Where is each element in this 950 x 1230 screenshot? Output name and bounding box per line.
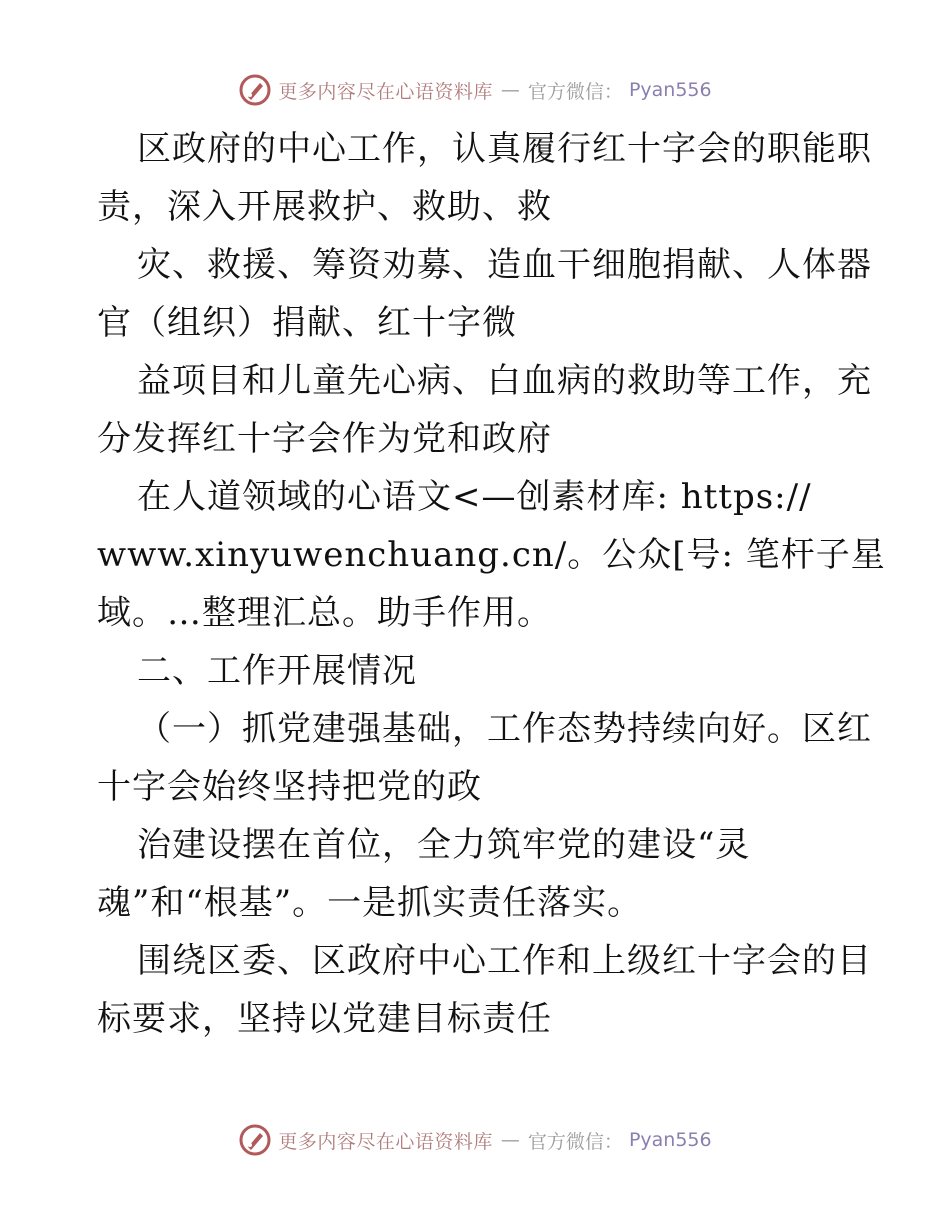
body-line: 官（组织）捐献、红十字微 [97, 303, 517, 343]
body-line: 在人道领域的心语文<—创素材库: https:// [137, 477, 812, 517]
footer-watermark [0, 1120, 950, 1160]
body-line: 灾、救援、筹资劝募、造血干细胞捐献、人体器 [137, 245, 872, 285]
header-watermark [0, 70, 950, 110]
pen-logo-icon [238, 73, 272, 107]
pen-logo-icon [238, 1123, 272, 1157]
watermark-brand-text: 更多内容尽在心语资料库 [278, 80, 493, 103]
section-heading: 二、工作开展情况 [137, 651, 417, 691]
body-line: 十字会始终坚持把党的政 [97, 767, 482, 807]
body-line: 魂”和“根基”。一是抓实责任落实。 [97, 883, 643, 923]
watermark-label: 官方微信： [527, 1130, 623, 1153]
body-line: 围绕区委、区政府中心工作和上级红十字会的目 [137, 941, 872, 981]
watermark-wechat-id: Pyan556 [628, 79, 712, 101]
watermark-brand-text: 更多内容尽在心语资料库 [278, 1130, 493, 1153]
watermark-label: 官方微信： [527, 80, 623, 103]
body-line: 分发挥红十字会作为党和政府 [97, 419, 552, 459]
body-line: 区政府的中心工作，认真履行红十字会的职能职 [137, 129, 872, 169]
body-line: www.xinyuwenchuang.cn/。公众[号: 笔杆子星 [97, 535, 886, 575]
watermark-wechat-id: Pyan556 [628, 1129, 712, 1151]
body-line: 域。…整理汇总。助手作用。 [97, 593, 552, 633]
body-line: 责，深入开展救护、救助、救 [97, 187, 552, 227]
watermark-separator: — [500, 1129, 520, 1151]
body-line: （一）抓党建强基础，工作态势持续向好。区红 [137, 709, 872, 749]
watermark-separator: — [500, 79, 520, 101]
body-line: 益项目和儿童先心病、白血病的救助等工作，充 [137, 361, 872, 401]
body-line: 治建设摆在首位，全力筑牢党的建设“灵 [137, 825, 751, 865]
body-line: 标要求，坚持以党建目标责任 [97, 999, 552, 1039]
